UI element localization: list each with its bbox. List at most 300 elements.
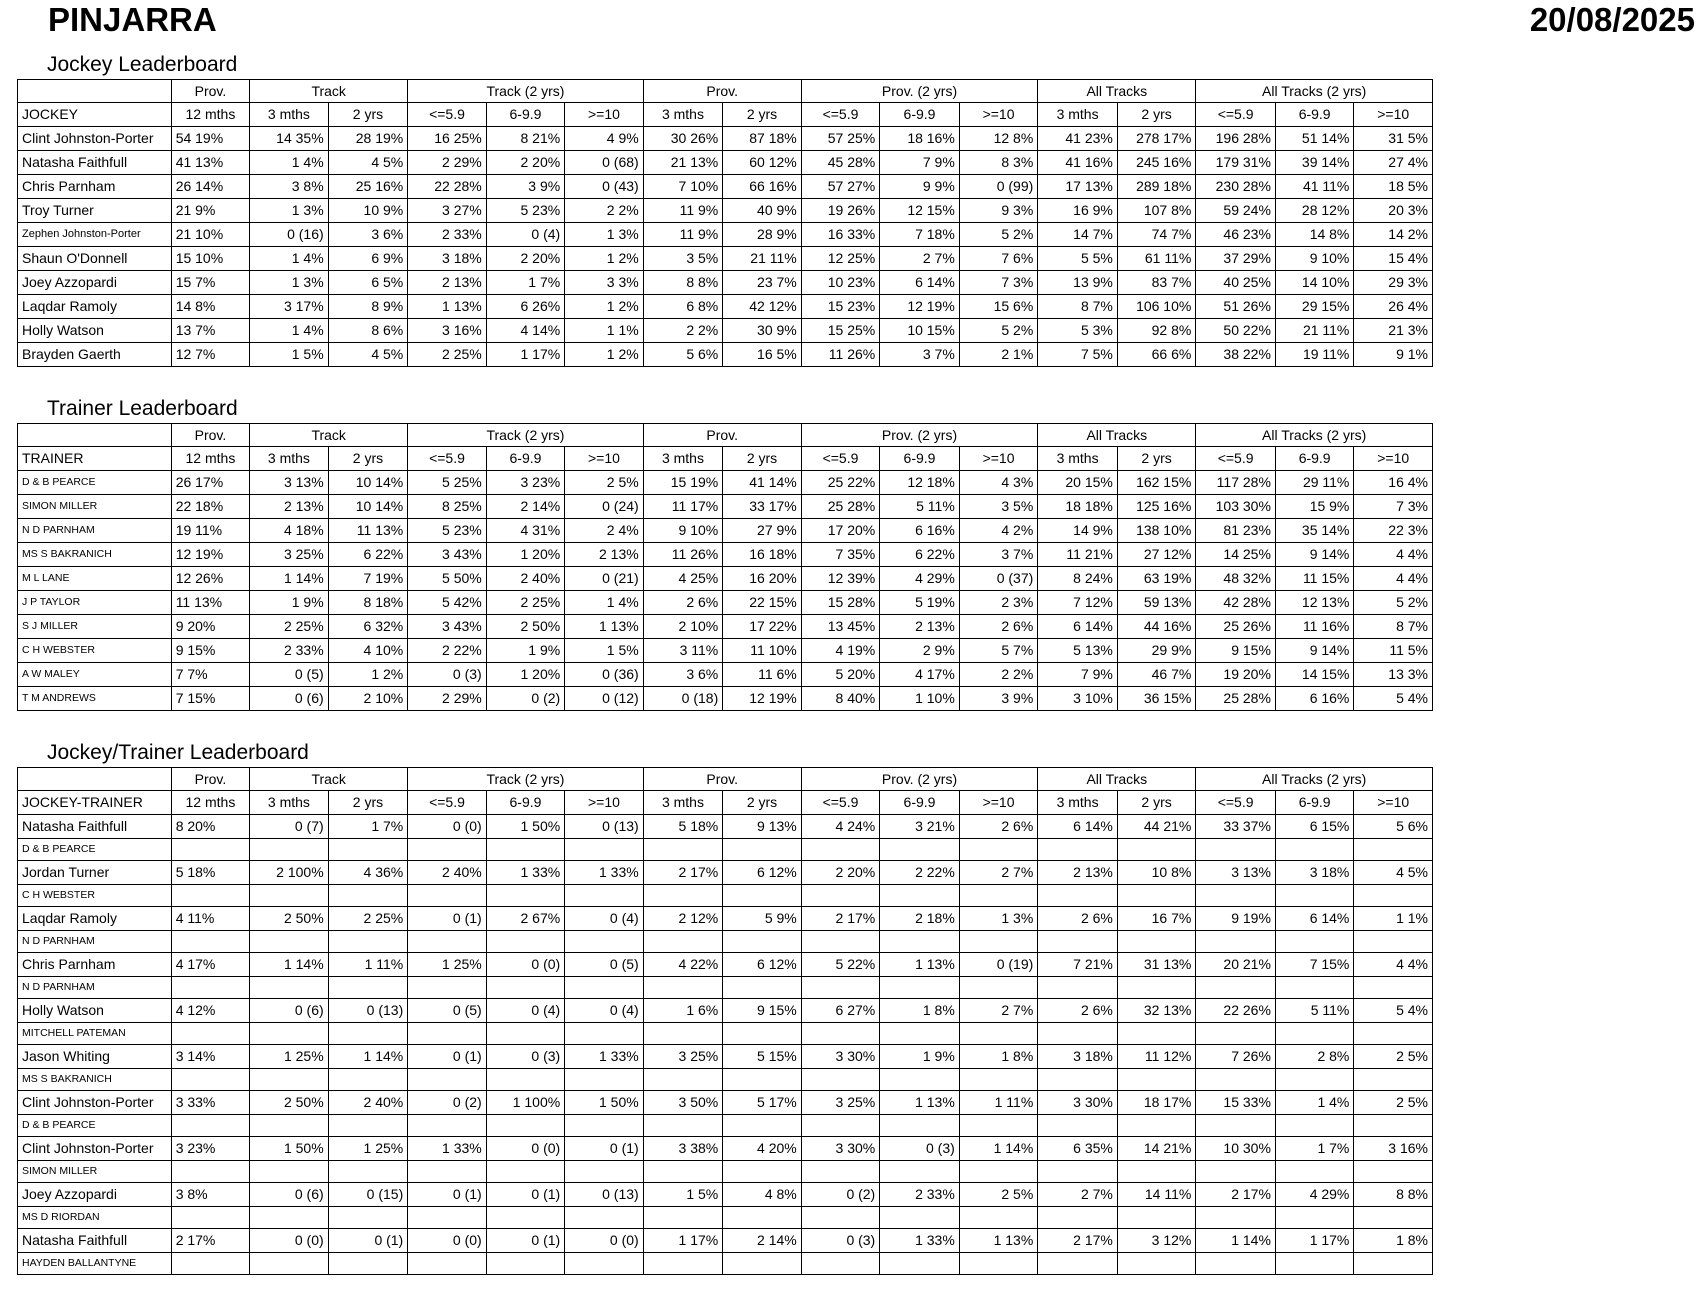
stat-cell: 22 15% bbox=[723, 591, 802, 615]
stat-cell: 12 19% bbox=[880, 295, 960, 319]
empty-cell bbox=[565, 1115, 643, 1137]
stat-cell: 41 11% bbox=[1275, 175, 1353, 199]
stat-cell: 39 14% bbox=[1275, 151, 1353, 175]
empty-cell bbox=[1117, 1253, 1195, 1275]
stat-cell: 11 26% bbox=[801, 343, 879, 367]
stat-cell: 1 5% bbox=[250, 343, 328, 367]
stat-cell: 22 26% bbox=[1196, 999, 1276, 1023]
stat-cell: 2 13% bbox=[1038, 861, 1118, 885]
stat-cell: 2 9% bbox=[880, 639, 960, 663]
stat-cell: 29 11% bbox=[1275, 471, 1353, 495]
stat-cell: 4 9% bbox=[565, 127, 643, 151]
stat-cell: 16 20% bbox=[723, 567, 802, 591]
empty-cell bbox=[959, 977, 1038, 999]
group-header-row bbox=[18, 768, 1433, 791]
trainer-name-cell: D & B PEARCE bbox=[18, 471, 172, 495]
empty-cell bbox=[408, 1023, 486, 1045]
stat-cell: 0 (1) bbox=[408, 1045, 486, 1069]
stat-cell: 1 50% bbox=[565, 1091, 643, 1115]
stat-cell: 14 7% bbox=[1038, 223, 1118, 247]
stat-cell: 2 33% bbox=[880, 1183, 960, 1207]
stat-cell: 3 18% bbox=[408, 247, 486, 271]
stat-cell: 3 27% bbox=[408, 199, 486, 223]
stat-cell: 0 (0) bbox=[486, 953, 564, 977]
trainer-subrow bbox=[18, 1115, 1433, 1137]
group-header-row bbox=[18, 80, 1433, 103]
group-header-cell: Track bbox=[250, 768, 408, 791]
stat-cell: 26 4% bbox=[1354, 295, 1433, 319]
empty-cell bbox=[171, 885, 249, 907]
stat-cell: 10 8% bbox=[1117, 861, 1195, 885]
stat-cell: 9 14% bbox=[1275, 543, 1353, 567]
column-header-cell: 3 mths bbox=[1038, 447, 1118, 471]
stat-cell: 1 3% bbox=[250, 271, 328, 295]
column-header-cell: 2 yrs bbox=[328, 447, 408, 471]
stat-cell: 1 13% bbox=[959, 1229, 1038, 1253]
stat-cell: 3 7% bbox=[959, 543, 1038, 567]
empty-cell bbox=[801, 1115, 879, 1137]
column-header-cell: 2 yrs bbox=[328, 791, 408, 815]
stat-cell: 30 9% bbox=[723, 319, 802, 343]
empty-cell bbox=[1275, 1069, 1353, 1091]
stat-cell: 2 12% bbox=[643, 907, 723, 931]
jockey-name-cell: Clint Johnston-Porter bbox=[18, 1091, 172, 1115]
empty-cell bbox=[565, 931, 643, 953]
stat-cell: 0 (13) bbox=[328, 999, 408, 1023]
column-header-cell: 3 mths bbox=[643, 791, 723, 815]
column-header-cell: 2 yrs bbox=[1117, 103, 1195, 127]
stat-cell: 1 4% bbox=[1275, 1091, 1353, 1115]
empty-cell bbox=[1117, 931, 1195, 953]
stat-cell: 162 15% bbox=[1117, 471, 1195, 495]
empty-cell bbox=[408, 1253, 486, 1275]
stat-cell: 11 5% bbox=[1354, 639, 1433, 663]
trainer-row bbox=[18, 543, 1433, 567]
empty-cell bbox=[1196, 839, 1276, 861]
row-label-header: JOCKEY bbox=[18, 103, 172, 127]
stat-cell: 11 16% bbox=[1275, 615, 1353, 639]
empty-cell bbox=[1117, 885, 1195, 907]
trainer-name-cell: MS S BAKRANICH bbox=[18, 1069, 172, 1091]
trainer-name-cell: N D PARNHAM bbox=[18, 519, 172, 543]
empty-cell bbox=[328, 885, 408, 907]
stat-cell: 7 3% bbox=[1354, 495, 1433, 519]
empty-cell bbox=[408, 1161, 486, 1183]
stat-cell: 2 17% bbox=[1196, 1183, 1276, 1207]
stat-cell: 7 7% bbox=[171, 663, 249, 687]
stat-cell: 103 30% bbox=[1196, 495, 1276, 519]
stat-cell: 3 16% bbox=[408, 319, 486, 343]
jockey-name-cell: Joey Azzopardi bbox=[18, 271, 172, 295]
stat-cell: 25 28% bbox=[801, 495, 879, 519]
stat-cell: 7 9% bbox=[880, 151, 960, 175]
stat-cell: 19 11% bbox=[1275, 343, 1353, 367]
empty-cell bbox=[486, 1115, 564, 1137]
stat-cell: 230 28% bbox=[1196, 175, 1276, 199]
stat-cell: 5 4% bbox=[1354, 687, 1433, 711]
stat-cell: 3 8% bbox=[250, 175, 328, 199]
empty-cell bbox=[959, 1115, 1038, 1137]
stat-cell: 21 13% bbox=[643, 151, 723, 175]
column-header-cell: 3 mths bbox=[250, 447, 328, 471]
stat-cell: 0 (13) bbox=[565, 1183, 643, 1207]
stat-cell: 2 13% bbox=[880, 615, 960, 639]
jockey-trainer-leaderboard-section bbox=[17, 740, 1433, 1300]
jockey-name-cell: Natasha Faithfull bbox=[18, 151, 172, 175]
stat-cell: 6 12% bbox=[723, 953, 802, 977]
stat-cell: 2 50% bbox=[250, 1091, 328, 1115]
trainer-name-cell: A W MALEY bbox=[18, 663, 172, 687]
jockey-row bbox=[18, 127, 1433, 151]
column-header-cell: 3 mths bbox=[643, 103, 723, 127]
jockey-name-cell: Joey Azzopardi bbox=[18, 1183, 172, 1207]
stat-cell: 11 6% bbox=[723, 663, 802, 687]
stat-cell: 10 15% bbox=[880, 319, 960, 343]
stat-cell: 12 7% bbox=[171, 343, 249, 367]
stat-cell: 3 21% bbox=[880, 815, 960, 839]
empty-cell bbox=[880, 1207, 960, 1229]
stat-cell: 2 13% bbox=[250, 495, 328, 519]
stat-cell: 28 19% bbox=[328, 127, 408, 151]
jockey-row bbox=[18, 271, 1433, 295]
stat-cell: 18 5% bbox=[1354, 175, 1433, 199]
stat-cell: 1 3% bbox=[565, 223, 643, 247]
stat-cell: 3 8% bbox=[171, 1183, 249, 1207]
column-header-cell: 6-9.9 bbox=[880, 791, 960, 815]
stat-cell: 0 (0) bbox=[408, 1229, 486, 1253]
stat-cell: 0 (4) bbox=[565, 999, 643, 1023]
stat-cell: 17 13% bbox=[1038, 175, 1118, 199]
trainer-name-cell: SIMON MILLER bbox=[18, 1161, 172, 1183]
stat-cell: 6 14% bbox=[1275, 907, 1353, 931]
stat-cell: 11 17% bbox=[643, 495, 723, 519]
empty-cell bbox=[1354, 977, 1433, 999]
jockey-trainer-row bbox=[18, 1137, 1433, 1161]
jockey-trainer-row bbox=[18, 1045, 1433, 1069]
stat-cell: 3 38% bbox=[643, 1137, 723, 1161]
empty-cell bbox=[801, 1069, 879, 1091]
stat-cell: 3 13% bbox=[250, 471, 328, 495]
stat-cell: 11 21% bbox=[1038, 543, 1118, 567]
trainer-leaderboard-section bbox=[17, 396, 1433, 716]
column-header-cell: 3 mths bbox=[1038, 103, 1118, 127]
stat-cell: 1 3% bbox=[959, 907, 1038, 931]
empty-cell bbox=[486, 1069, 564, 1091]
stat-cell: 7 12% bbox=[1038, 591, 1118, 615]
trainer-name-cell: C H WEBSTER bbox=[18, 885, 172, 907]
column-header-cell: 12 mths bbox=[171, 791, 249, 815]
stat-cell: 6 15% bbox=[1275, 815, 1353, 839]
stat-cell: 1 25% bbox=[408, 953, 486, 977]
stat-cell: 4 5% bbox=[328, 151, 408, 175]
empty-cell bbox=[643, 1069, 723, 1091]
empty-cell bbox=[1275, 885, 1353, 907]
empty-cell bbox=[880, 1023, 960, 1045]
stat-cell: 0 (99) bbox=[959, 175, 1038, 199]
stat-cell: 21 3% bbox=[1354, 319, 1433, 343]
empty-cell bbox=[801, 1253, 879, 1275]
trainer-name-cell: D & B PEARCE bbox=[18, 839, 172, 861]
stat-cell: 2 25% bbox=[408, 343, 486, 367]
stat-cell: 0 (68) bbox=[565, 151, 643, 175]
group-header-cell: All Tracks (2 yrs) bbox=[1196, 768, 1433, 791]
stat-cell: 10 14% bbox=[328, 471, 408, 495]
stat-cell: 1 14% bbox=[328, 1045, 408, 1069]
stat-cell: 4 4% bbox=[1354, 567, 1433, 591]
stat-cell: 0 (13) bbox=[565, 815, 643, 839]
stat-cell: 5 25% bbox=[408, 471, 486, 495]
stat-cell: 6 35% bbox=[1038, 1137, 1118, 1161]
stat-cell: 2 22% bbox=[880, 861, 960, 885]
stat-cell: 1 11% bbox=[959, 1091, 1038, 1115]
stat-cell: 4 31% bbox=[486, 519, 564, 543]
stat-cell: 48 32% bbox=[1196, 567, 1276, 591]
stat-cell: 4 4% bbox=[1354, 543, 1433, 567]
stat-cell: 1 14% bbox=[959, 1137, 1038, 1161]
jockey-leaderboard-section bbox=[17, 52, 1433, 372]
stat-cell: 12 8% bbox=[959, 127, 1038, 151]
stat-cell: 57 25% bbox=[801, 127, 879, 151]
column-header-cell: <=5.9 bbox=[801, 791, 879, 815]
group-header-cell: Prov. (2 yrs) bbox=[801, 424, 1038, 447]
stat-cell: 4 29% bbox=[1275, 1183, 1353, 1207]
stat-cell: 8 21% bbox=[486, 127, 564, 151]
empty-cell bbox=[1117, 1115, 1195, 1137]
stat-cell: 0 (1) bbox=[408, 1183, 486, 1207]
stat-cell: 7 19% bbox=[328, 567, 408, 591]
stat-cell: 1 7% bbox=[328, 815, 408, 839]
column-header-cell: <=5.9 bbox=[1196, 447, 1276, 471]
jockey-name-cell: Laqdar Ramoly bbox=[18, 295, 172, 319]
trainer-subrow bbox=[18, 1253, 1433, 1275]
stat-cell: 21 9% bbox=[171, 199, 249, 223]
empty-cell bbox=[801, 1207, 879, 1229]
stat-cell: 14 25% bbox=[1196, 543, 1276, 567]
column-header-cell: 2 yrs bbox=[1117, 447, 1195, 471]
stat-cell: 60 12% bbox=[723, 151, 802, 175]
stat-cell: 11 9% bbox=[643, 223, 723, 247]
race-date: 20/08/2025 bbox=[1529, 1, 1695, 38]
column-header-cell: 12 mths bbox=[171, 447, 249, 471]
stat-cell: 29 15% bbox=[1275, 295, 1353, 319]
stat-cell: 6 14% bbox=[880, 271, 960, 295]
stat-cell: 3 5% bbox=[959, 495, 1038, 519]
stat-cell: 0 (43) bbox=[565, 175, 643, 199]
jockey-trainer-leaderboard-table bbox=[17, 767, 1433, 1275]
empty-cell bbox=[408, 1069, 486, 1091]
group-header-cell: Track bbox=[250, 424, 408, 447]
stat-cell: 0 (0) bbox=[486, 1137, 564, 1161]
stat-cell: 7 6% bbox=[959, 247, 1038, 271]
stat-cell: 1 13% bbox=[565, 615, 643, 639]
empty-cell bbox=[328, 839, 408, 861]
stat-cell: 4 2% bbox=[959, 519, 1038, 543]
stat-cell: 29 3% bbox=[1354, 271, 1433, 295]
stat-cell: 14 10% bbox=[1275, 271, 1353, 295]
empty-cell bbox=[643, 1253, 723, 1275]
trainer-row bbox=[18, 591, 1433, 615]
empty-cell bbox=[171, 1023, 249, 1045]
stat-cell: 3 16% bbox=[1354, 1137, 1433, 1161]
stat-cell: 42 12% bbox=[723, 295, 802, 319]
empty-cell bbox=[723, 977, 802, 999]
stat-cell: 57 27% bbox=[801, 175, 879, 199]
column-header-cell: 6-9.9 bbox=[880, 447, 960, 471]
empty-cell bbox=[643, 885, 723, 907]
empty-cell bbox=[1275, 931, 1353, 953]
empty-cell bbox=[1196, 1023, 1276, 1045]
empty-cell bbox=[328, 1253, 408, 1275]
stat-cell: 8 7% bbox=[1354, 615, 1433, 639]
stat-cell: 6 14% bbox=[1038, 615, 1118, 639]
trainer-name-cell: SIMON MILLER bbox=[18, 495, 172, 519]
trainer-row bbox=[18, 639, 1433, 663]
jockey-row bbox=[18, 295, 1433, 319]
jockey-name-cell: Brayden Gaerth bbox=[18, 343, 172, 367]
stat-cell: 1 100% bbox=[486, 1091, 564, 1115]
stat-cell: 15 33% bbox=[1196, 1091, 1276, 1115]
stat-cell: 41 13% bbox=[171, 151, 249, 175]
column-header-cell: 2 yrs bbox=[723, 447, 802, 471]
stat-cell: 3 6% bbox=[643, 663, 723, 687]
stat-cell: 63 19% bbox=[1117, 567, 1195, 591]
jockey-name-cell: Clint Johnston-Porter bbox=[18, 1137, 172, 1161]
stat-cell: 9 13% bbox=[723, 815, 802, 839]
stat-cell: 45 28% bbox=[801, 151, 879, 175]
empty-cell bbox=[408, 977, 486, 999]
stat-cell: 7 26% bbox=[1196, 1045, 1276, 1069]
stat-cell: 2 33% bbox=[250, 639, 328, 663]
stat-cell: 14 2% bbox=[1354, 223, 1433, 247]
stat-cell: 14 8% bbox=[171, 295, 249, 319]
stat-cell: 16 33% bbox=[801, 223, 879, 247]
stat-cell: 2 33% bbox=[408, 223, 486, 247]
stat-cell: 2 67% bbox=[486, 907, 564, 931]
stat-cell: 2 22% bbox=[408, 639, 486, 663]
column-header-cell: >=10 bbox=[565, 447, 643, 471]
stat-cell: 14 9% bbox=[1038, 519, 1118, 543]
stat-cell: 6 22% bbox=[880, 543, 960, 567]
stat-cell: 117 28% bbox=[1196, 471, 1276, 495]
column-header-cell: >=10 bbox=[1354, 447, 1433, 471]
stat-cell: 1 4% bbox=[250, 247, 328, 271]
stat-cell: 7 21% bbox=[1038, 953, 1118, 977]
venue-title: PINJARRA bbox=[48, 1, 217, 38]
stat-cell: 12 13% bbox=[1275, 591, 1353, 615]
jockey-trainer-row bbox=[18, 1091, 1433, 1115]
stat-cell: 18 18% bbox=[1038, 495, 1118, 519]
stat-cell: 12 26% bbox=[171, 567, 249, 591]
stat-cell: 3 12% bbox=[1117, 1229, 1195, 1253]
stat-cell: 9 14% bbox=[1275, 639, 1353, 663]
empty-cell bbox=[1117, 839, 1195, 861]
column-header-cell: 6-9.9 bbox=[486, 447, 564, 471]
stat-cell: 11 9% bbox=[643, 199, 723, 223]
stat-cell: 22 3% bbox=[1354, 519, 1433, 543]
stat-cell: 22 18% bbox=[171, 495, 249, 519]
group-header-cell: Track (2 yrs) bbox=[408, 424, 643, 447]
stat-cell: 0 (5) bbox=[565, 953, 643, 977]
column-header-cell: >=10 bbox=[1354, 103, 1433, 127]
stat-cell: 1 2% bbox=[565, 343, 643, 367]
stat-cell: 16 25% bbox=[408, 127, 486, 151]
group-header-cell: Prov. bbox=[171, 424, 249, 447]
empty-cell bbox=[250, 1115, 328, 1137]
stat-cell: 12 39% bbox=[801, 567, 879, 591]
stat-cell: 5 5% bbox=[1038, 247, 1118, 271]
empty-cell bbox=[1196, 1069, 1276, 1091]
stat-cell: 289 18% bbox=[1117, 175, 1195, 199]
stat-cell: 3 43% bbox=[408, 615, 486, 639]
jockey-name-cell: Jason Whiting bbox=[18, 1045, 172, 1069]
stat-cell: 74 7% bbox=[1117, 223, 1195, 247]
stat-cell: 0 (6) bbox=[250, 687, 328, 711]
trainer-name-cell: N D PARNHAM bbox=[18, 977, 172, 999]
stat-cell: 2 17% bbox=[1038, 1229, 1118, 1253]
stat-cell: 28 9% bbox=[723, 223, 802, 247]
empty-cell bbox=[328, 1069, 408, 1091]
stat-cell: 2 17% bbox=[171, 1229, 249, 1253]
jockey-row bbox=[18, 223, 1433, 247]
group-header-cell: Prov. (2 yrs) bbox=[801, 80, 1038, 103]
empty-cell bbox=[723, 1161, 802, 1183]
column-header-cell: 3 mths bbox=[1038, 791, 1118, 815]
stat-cell: 46 23% bbox=[1196, 223, 1276, 247]
stat-cell: 25 28% bbox=[1196, 687, 1276, 711]
stat-cell: 1 50% bbox=[486, 815, 564, 839]
trainer-row bbox=[18, 495, 1433, 519]
stat-cell: 8 40% bbox=[801, 687, 879, 711]
stat-cell: 22 28% bbox=[408, 175, 486, 199]
stat-cell: 2 17% bbox=[643, 861, 723, 885]
stat-cell: 3 3% bbox=[565, 271, 643, 295]
stat-cell: 4 24% bbox=[801, 815, 879, 839]
stat-cell: 59 24% bbox=[1196, 199, 1276, 223]
empty-cell bbox=[880, 839, 960, 861]
stat-cell: 7 10% bbox=[643, 175, 723, 199]
column-header-cell: <=5.9 bbox=[408, 791, 486, 815]
stat-cell: 1 13% bbox=[408, 295, 486, 319]
empty-cell bbox=[328, 977, 408, 999]
column-header-cell: 6-9.9 bbox=[1275, 791, 1353, 815]
trainer-subrow bbox=[18, 977, 1433, 999]
stat-cell: 2 10% bbox=[643, 615, 723, 639]
stat-cell: 2 20% bbox=[801, 861, 879, 885]
stat-cell: 41 16% bbox=[1038, 151, 1118, 175]
empty-cell bbox=[565, 1207, 643, 1229]
column-header-cell: >=10 bbox=[959, 447, 1038, 471]
trainer-row bbox=[18, 687, 1433, 711]
jockey-name-cell: Natasha Faithfull bbox=[18, 815, 172, 839]
stat-cell: 8 25% bbox=[408, 495, 486, 519]
stat-cell: 1 11% bbox=[328, 953, 408, 977]
stat-cell: 7 5% bbox=[1038, 343, 1118, 367]
section-title: Trainer Leaderboard bbox=[47, 397, 238, 420]
column-header-row bbox=[18, 103, 1433, 127]
stat-cell: 66 6% bbox=[1117, 343, 1195, 367]
stat-cell: 21 10% bbox=[171, 223, 249, 247]
stat-cell: 1 4% bbox=[565, 591, 643, 615]
empty-cell bbox=[801, 1023, 879, 1045]
trainer-subrow bbox=[18, 1023, 1433, 1045]
stat-cell: 15 23% bbox=[801, 295, 879, 319]
stat-cell: 61 11% bbox=[1117, 247, 1195, 271]
stat-cell: 2 13% bbox=[408, 271, 486, 295]
column-header-cell: 3 mths bbox=[250, 103, 328, 127]
stat-cell: 5 6% bbox=[1354, 815, 1433, 839]
empty-cell bbox=[959, 1207, 1038, 1229]
stat-cell: 3 30% bbox=[801, 1137, 879, 1161]
